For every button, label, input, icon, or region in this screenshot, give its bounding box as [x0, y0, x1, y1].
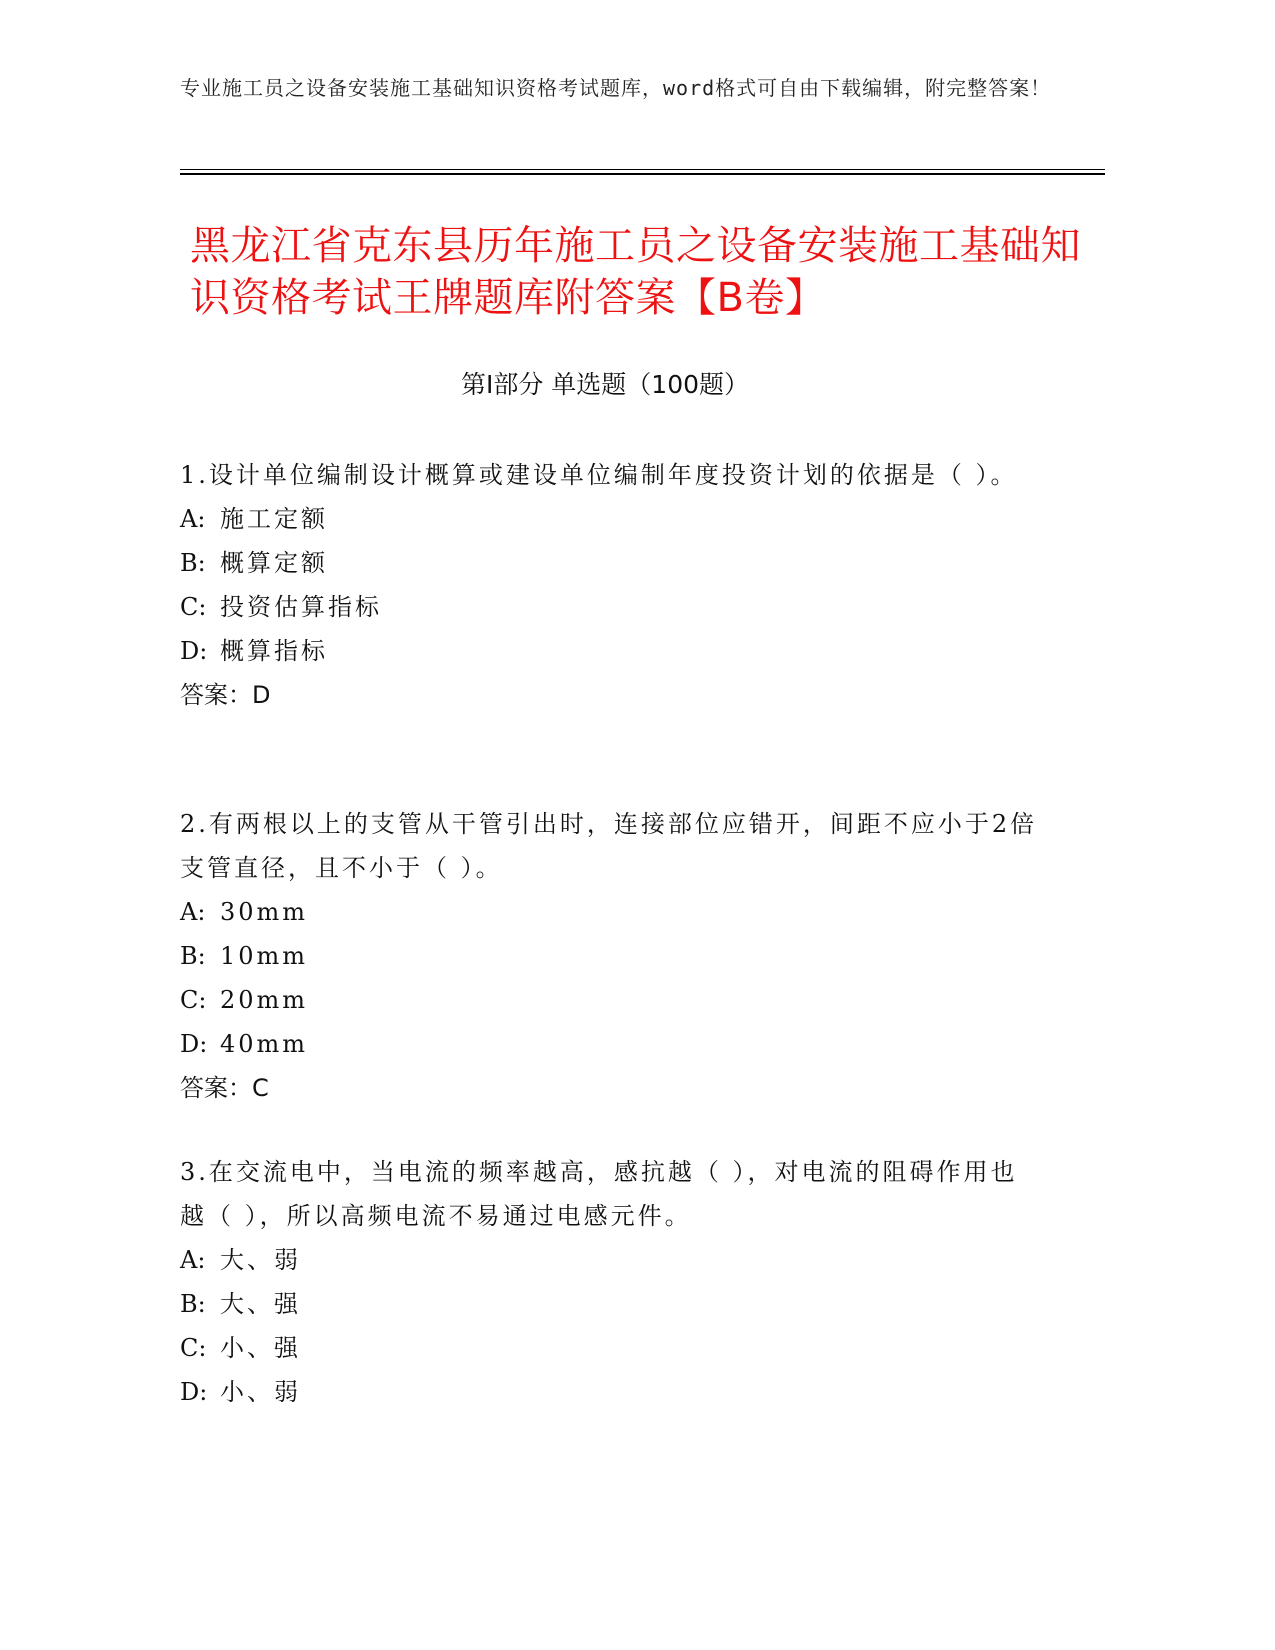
option-d — [180, 1370, 1040, 1414]
option-letter: A: — [180, 898, 206, 926]
option-b — [180, 934, 1040, 978]
answer-line: 答案：C — [180, 1074, 269, 1102]
option-a — [180, 890, 1040, 934]
option-letter: C: — [180, 1334, 207, 1362]
option-b — [180, 541, 1040, 585]
option-b — [180, 1282, 1040, 1326]
option-a — [180, 1238, 1040, 1282]
section-title: 第I部分 单选题（100题） — [460, 370, 750, 399]
question-stem: 1.设计单位编制设计概算或建设单位编制年度投资计划的依据是（ ）。 — [180, 461, 1018, 489]
question-2 — [180, 802, 1040, 1110]
header-note: 专业施工员之设备安装施工基础知识资格考试题库，word格式可自由下载编辑，附完整答案！ — [180, 76, 1052, 100]
option-text: 10mm — [220, 942, 309, 970]
option-text: 小、弱 — [220, 1378, 301, 1406]
option-text: 概算指标 — [220, 637, 328, 665]
option-letter: A: — [180, 1246, 206, 1274]
option-letter: D: — [180, 637, 208, 665]
option-letter: A: — [180, 505, 206, 533]
document-title: 黑龙江省克东县历年施工员之设备安装施工基础知识资格考试王牌题库附答案【B卷】 — [190, 223, 1081, 321]
option-text: 30mm — [220, 898, 309, 926]
option-text: 概算定额 — [220, 549, 328, 577]
option-text: 20mm — [220, 986, 309, 1014]
option-letter: B: — [180, 942, 206, 970]
option-text: 大、弱 — [220, 1246, 301, 1274]
option-c — [180, 1326, 1040, 1370]
question-3 — [180, 1150, 1040, 1414]
header-rule-thin — [180, 169, 1105, 170]
option-text: 40mm — [220, 1030, 309, 1058]
option-letter: C: — [180, 593, 207, 621]
option-c — [180, 978, 1040, 1022]
option-text: 小、强 — [220, 1334, 301, 1362]
option-text: 投资估算指标 — [220, 593, 382, 621]
option-letter: B: — [180, 549, 206, 577]
question-1 — [180, 453, 1040, 717]
option-letter: C: — [180, 986, 207, 1014]
option-d — [180, 1022, 1040, 1066]
question-stem: 2.有两根以上的支管从干管引出时，连接部位应错开，间距不应小于2倍支管直径，且不小于（ ）。 — [180, 810, 1038, 882]
option-text: 施工定额 — [220, 505, 328, 533]
option-letter: D: — [180, 1030, 208, 1058]
answer-line: 答案：D — [180, 681, 271, 709]
option-c — [180, 585, 1040, 629]
option-d — [180, 629, 1040, 673]
header-rule-thick — [180, 173, 1105, 175]
option-text: 大、强 — [220, 1290, 301, 1318]
option-letter: D: — [180, 1378, 208, 1406]
question-stem: 3.在交流电中，当电流的频率越高，感抗越（ ），对电流的阻碍作用也越（ ），所以高频电流不易通过电感元件。 — [180, 1158, 1018, 1230]
option-a — [180, 497, 1040, 541]
option-letter: B: — [180, 1290, 206, 1318]
